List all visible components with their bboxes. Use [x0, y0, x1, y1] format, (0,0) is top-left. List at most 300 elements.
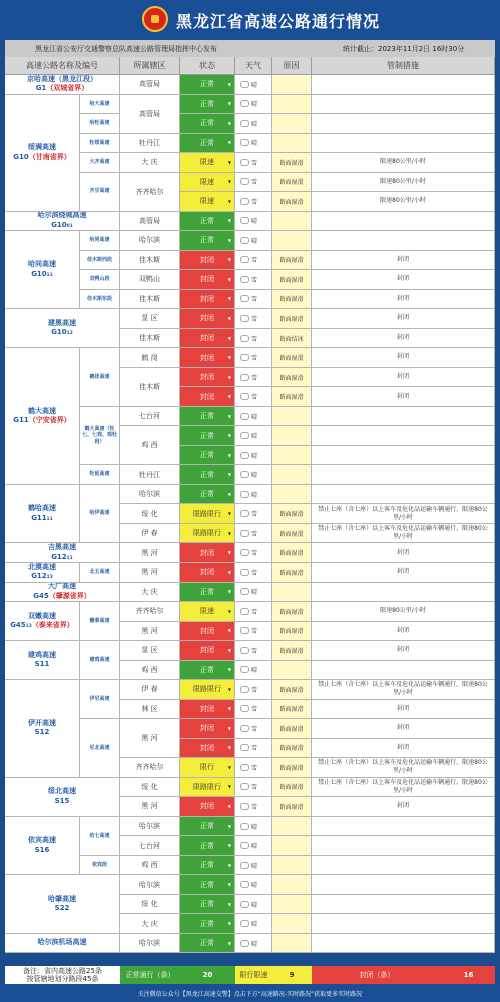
status-value: 正常	[200, 822, 214, 830]
footer-normal-count: 20	[180, 966, 235, 984]
measure-select[interactable]: 封闭	[312, 290, 495, 310]
chevron-down-icon: ▼	[227, 686, 231, 692]
chevron-down-icon: ▼	[227, 257, 231, 263]
measure-select[interactable]: 禁止七座（含七座）以上客车及危化品运输车辆通行，限速80公里/小时	[312, 680, 495, 700]
measure-select[interactable]	[312, 856, 495, 876]
measure-select[interactable]	[312, 75, 495, 95]
weather-value: 雪	[251, 550, 258, 558]
status-select[interactable]	[180, 875, 235, 895]
status-select[interactable]	[180, 153, 235, 173]
status-value: 正常	[200, 470, 214, 479]
status-value: 封闭	[200, 255, 214, 264]
cause-select[interactable]	[272, 407, 312, 427]
snow-cloud-icon	[240, 744, 249, 751]
weather-cell	[235, 504, 272, 524]
district-cell: 鹤 岗	[120, 348, 180, 368]
status-select[interactable]	[180, 348, 235, 368]
cause-select[interactable]	[272, 583, 312, 603]
status-select[interactable]	[180, 641, 235, 661]
status-select[interactable]	[180, 895, 235, 915]
measure-select[interactable]: 封闭	[312, 563, 495, 583]
road-name	[5, 309, 120, 348]
measure-select[interactable]: 封闭	[312, 309, 495, 329]
chevron-down-icon: ▼	[227, 394, 231, 400]
road-code-text: G11₁₁	[31, 513, 53, 522]
cause-select[interactable]: 路面湿滑	[272, 602, 312, 622]
road-name	[5, 75, 120, 95]
chevron-down-icon: ▼	[227, 843, 231, 849]
road-border-note: （甘南省界）	[28, 152, 71, 161]
road-code	[33, 592, 91, 601]
status-value: 正常	[200, 919, 214, 928]
measure-select[interactable]	[312, 583, 495, 603]
sun-icon	[240, 862, 249, 869]
footer-closed-label: 封闭（条）	[312, 966, 442, 984]
chevron-down-icon: ▼	[227, 882, 231, 888]
measure-select[interactable]: 限速80公里/小时	[312, 602, 495, 622]
cause-select[interactable]: 路面湿滑	[272, 524, 312, 544]
cause-select[interactable]: 路面湿滑	[272, 719, 312, 739]
cause-select[interactable]	[272, 934, 312, 954]
sun-icon	[240, 491, 249, 498]
weather-value: 晴	[251, 901, 258, 909]
measure-select[interactable]	[312, 426, 495, 446]
road-name-text: 哈尔滨绕城高速	[37, 211, 87, 220]
snow-cloud-icon	[240, 510, 249, 517]
status-select[interactable]	[180, 504, 235, 524]
status-select[interactable]	[180, 856, 235, 876]
status-select[interactable]	[180, 543, 235, 563]
chevron-down-icon: ▼	[227, 140, 231, 146]
road-code	[51, 328, 73, 337]
cause-select[interactable]	[272, 75, 312, 95]
road-name-text: 京哈高速（黑龙江段）	[27, 75, 97, 83]
chevron-down-icon: ▼	[227, 940, 231, 946]
chevron-down-icon: ▼	[227, 276, 231, 282]
district-cell: 高管局	[120, 212, 180, 232]
status-select[interactable]	[180, 134, 235, 154]
measure-select[interactable]	[312, 114, 495, 134]
road-code	[51, 221, 73, 230]
measure-select[interactable]: 封闭	[312, 622, 495, 642]
measure-select[interactable]	[312, 95, 495, 115]
status-select[interactable]	[180, 75, 235, 95]
status-select[interactable]	[180, 836, 235, 856]
road-name-text: 鹤大高速	[28, 406, 56, 415]
cause-select[interactable]	[272, 212, 312, 232]
road-name-text: 双嫩高速	[28, 611, 56, 620]
weather-value: 雪	[251, 394, 258, 402]
measure-select[interactable]: 封闭	[312, 739, 495, 759]
chevron-down-icon: ▼	[227, 647, 231, 653]
snow-cloud-icon	[240, 569, 249, 576]
cause-select[interactable]	[272, 114, 312, 134]
sun-icon	[240, 588, 249, 595]
district-cell: 伊 春	[120, 524, 180, 544]
segment-name: 大齐高速	[80, 153, 120, 173]
cause-select[interactable]	[272, 465, 312, 485]
measure-select[interactable]: 限速80公里/小时	[312, 173, 495, 193]
measure-select[interactable]: 禁止七座（含七座）以上客车及危化品运输车辆通行，限速80公里/小时	[312, 504, 495, 524]
header-weather: 天气	[235, 57, 272, 75]
measure-select[interactable]	[312, 661, 495, 681]
weather-cell	[235, 524, 272, 544]
weather-value: 晴	[251, 882, 258, 890]
road-name	[5, 563, 80, 583]
weather-value: 雪	[251, 315, 258, 323]
road-border-note: （肇源省界）	[48, 591, 91, 600]
sun-icon	[240, 881, 249, 888]
weather-cell	[235, 914, 272, 934]
status-select[interactable]	[180, 368, 235, 388]
measure-select[interactable]	[312, 934, 495, 954]
measure-select[interactable]: 封闭	[312, 719, 495, 739]
cause-select[interactable]	[272, 95, 312, 115]
status-select[interactable]	[180, 426, 235, 446]
measure-select[interactable]: 封闭	[312, 543, 495, 563]
segment-name: 建鸡高速	[80, 641, 120, 680]
status-select[interactable]	[180, 797, 235, 817]
snow-cloud-icon	[240, 159, 249, 166]
cause-select[interactable]: 路面湿滑	[272, 778, 312, 798]
cause-select[interactable]: 路面湿滑	[272, 251, 312, 271]
weather-value: 晴	[251, 413, 258, 421]
district-cell: 黑 河	[120, 797, 180, 817]
road-code-text: G12₁₁	[51, 552, 73, 561]
status-value: 正常	[200, 939, 214, 948]
weather-value: 雪	[251, 608, 258, 616]
cause-select[interactable]: 路面湿滑	[272, 504, 312, 524]
road-name-text: 建黑高速	[48, 318, 76, 327]
status-select[interactable]	[180, 583, 235, 603]
road-code	[35, 728, 50, 737]
weather-value: 雪	[251, 530, 258, 538]
status-select[interactable]	[180, 934, 235, 954]
chevron-down-icon: ▼	[227, 315, 231, 321]
snow-cloud-icon	[240, 178, 249, 185]
road-name-text: 哈尔滨机场高速	[37, 938, 87, 947]
status-select[interactable]	[180, 778, 235, 798]
cause-select[interactable]: 路面湿滑	[272, 797, 312, 817]
status-value: 正常	[200, 236, 214, 245]
weather-cell	[235, 895, 272, 915]
district-cell: 黑 河	[120, 543, 180, 563]
chevron-down-icon: ▼	[227, 179, 231, 185]
measure-select[interactable]	[312, 836, 495, 856]
weather-value: 雪	[251, 569, 258, 577]
status-select[interactable]	[180, 700, 235, 720]
chevron-down-icon: ▼	[227, 803, 231, 809]
status-select[interactable]	[180, 173, 235, 193]
footer-limited-label: 限行限速	[235, 966, 272, 984]
cause-select[interactable]: 路面湿滑	[272, 700, 312, 720]
status-value: 封闭	[200, 353, 214, 362]
cause-select[interactable]: 路面湿滑	[272, 739, 312, 759]
segment-name: 佳木斯东段	[80, 290, 120, 310]
cause-select[interactable]	[272, 446, 312, 466]
status-select[interactable]	[180, 387, 235, 407]
chevron-down-icon: ▼	[227, 530, 231, 536]
chevron-down-icon: ▼	[227, 569, 231, 575]
status-select[interactable]	[180, 309, 235, 329]
district-cell: 佳木斯	[120, 290, 180, 310]
road-code-text: G11	[13, 416, 29, 425]
status-select[interactable]	[180, 407, 235, 427]
status-select[interactable]	[180, 446, 235, 466]
chevron-down-icon: ▼	[227, 589, 231, 595]
district-cell: 哈尔滨	[120, 231, 180, 251]
measure-select[interactable]	[312, 212, 495, 232]
measure-select[interactable]	[312, 485, 495, 505]
measure-select[interactable]: 限速80公里/小时	[312, 153, 495, 173]
status-value: 正常	[200, 80, 214, 89]
snow-cloud-icon	[240, 276, 249, 283]
cause-select[interactable]: 路面湿滑	[272, 387, 312, 407]
measure-select[interactable]: 禁止七座（含七座）以上客车及危化品运输车辆通行，限速80公里/小时	[312, 778, 495, 798]
cause-select[interactable]: 路面湿滑	[272, 543, 312, 563]
weather-value: 晴	[251, 491, 258, 499]
cause-select[interactable]: 路面湿滑	[272, 680, 312, 700]
cause-select[interactable]	[272, 914, 312, 934]
sun-icon	[240, 666, 249, 673]
weather-cell	[235, 231, 272, 251]
header-cause: 原因	[272, 57, 312, 75]
cause-select[interactable]	[272, 875, 312, 895]
district-cell: 黑 河	[120, 719, 180, 758]
weather-value: 晴	[251, 823, 258, 831]
weather-value: 晴	[251, 921, 258, 929]
status-select[interactable]	[180, 758, 235, 778]
measure-select[interactable]	[312, 895, 495, 915]
status-select[interactable]	[180, 114, 235, 134]
district-cell: 鸡 西	[120, 856, 180, 876]
status-select[interactable]	[180, 485, 235, 505]
weather-value: 雪	[251, 276, 258, 284]
status-select[interactable]	[180, 563, 235, 583]
status-select[interactable]	[180, 661, 235, 681]
status-select[interactable]	[180, 290, 235, 310]
road-code-text: G10₀₁	[51, 220, 73, 229]
road-name-text: 绥满高速	[28, 143, 56, 152]
measure-select[interactable]	[312, 231, 495, 251]
weather-cell	[235, 875, 272, 895]
status-value: 限路限行	[193, 685, 221, 694]
weather-value: 雪	[251, 803, 258, 811]
measure-select[interactable]	[312, 446, 495, 466]
status-select[interactable]	[180, 212, 235, 232]
measure-select[interactable]: 限速80公里/小时	[312, 192, 495, 212]
chevron-down-icon: ▼	[227, 628, 231, 634]
district-cell: 黑 河	[120, 622, 180, 642]
road-code-text: G45	[33, 591, 49, 600]
weather-cell	[235, 407, 272, 427]
measure-select[interactable]	[312, 817, 495, 837]
cause-select[interactable]	[272, 661, 312, 681]
road-name-text: 依宾高速	[28, 836, 56, 845]
weather-value: 雪	[251, 745, 258, 753]
measure-select[interactable]: 禁止七座（含七座）以上客车及危化品运输车辆通行，限速80公里/小时	[312, 758, 495, 778]
chevron-down-icon: ▼	[227, 81, 231, 87]
weather-value: 雪	[251, 296, 258, 304]
cause-select[interactable]	[272, 485, 312, 505]
status-value: 封闭	[200, 724, 214, 733]
cause-select[interactable]: 路面湿滑	[272, 641, 312, 661]
status-select[interactable]	[180, 622, 235, 642]
measure-select[interactable]	[312, 134, 495, 154]
weather-cell	[235, 426, 272, 446]
weather-value: 晴	[251, 940, 258, 948]
district-cell: 高管局	[120, 95, 180, 134]
measure-select[interactable]: 封闭	[312, 251, 495, 271]
chevron-down-icon: ▼	[227, 452, 231, 458]
status-value: 封闭	[200, 626, 214, 635]
status-select[interactable]	[180, 719, 235, 739]
snow-cloud-icon	[240, 549, 249, 556]
road-code-text: S12	[34, 728, 50, 737]
chevron-down-icon: ▼	[227, 608, 231, 614]
segment-name: 牡绥高速	[80, 134, 120, 154]
road-name	[5, 778, 120, 817]
footer-note	[5, 966, 120, 984]
chevron-down-icon: ▼	[227, 335, 231, 341]
weather-value: 雪	[251, 706, 258, 714]
measure-select[interactable]: 封闭	[312, 797, 495, 817]
status-select[interactable]	[180, 817, 235, 837]
weather-value: 晴	[251, 81, 258, 89]
measure-select[interactable]: 封闭	[312, 387, 495, 407]
measure-select[interactable]: 封闭	[312, 368, 495, 388]
weather-value: 雪	[251, 628, 258, 636]
status-value: 封闭	[200, 646, 214, 655]
weather-cell	[235, 212, 272, 232]
road-name-text: 大广高速	[48, 582, 76, 591]
cause-select[interactable]	[272, 426, 312, 446]
weather-cell	[235, 680, 272, 700]
cause-select[interactable]: 路面湿滑	[272, 622, 312, 642]
measure-select[interactable]: 封闭	[312, 348, 495, 368]
cause-select[interactable]	[272, 231, 312, 251]
weather-cell	[235, 758, 272, 778]
status-select[interactable]	[180, 465, 235, 485]
weather-value: 雪	[251, 355, 258, 363]
weather-cell	[235, 739, 272, 759]
district-cell: 大 庆	[120, 153, 180, 173]
road-name	[5, 875, 120, 934]
snow-cloud-icon	[240, 354, 249, 361]
cause-select[interactable]: 路面湿滑	[272, 563, 312, 583]
segment-name: 哈伊高速	[80, 485, 120, 544]
status-value: 正常	[200, 451, 214, 460]
road-name	[5, 212, 120, 232]
road-border-note: （双城省界）	[46, 84, 89, 93]
sun-icon	[240, 901, 249, 908]
status-select[interactable]	[180, 251, 235, 271]
status-value: 正常	[200, 431, 214, 440]
measure-select[interactable]: 禁止七座（含七座）以上客车及危化品运输车辆通行，限速80公里/小时	[312, 524, 495, 544]
cause-select[interactable]: 路面湿滑	[272, 173, 312, 193]
status-select[interactable]	[180, 95, 235, 115]
status-select[interactable]	[180, 680, 235, 700]
measure-select[interactable]	[312, 914, 495, 934]
status-select[interactable]	[180, 524, 235, 544]
police-emblem-icon	[142, 6, 168, 32]
snow-cloud-icon	[240, 374, 249, 381]
weather-value: 雪	[251, 159, 258, 167]
weather-cell	[235, 563, 272, 583]
district-cell: 黑 河	[120, 563, 180, 583]
cause-select[interactable]: 路面湿滑	[272, 309, 312, 329]
measure-select[interactable]: 封闭	[312, 270, 495, 290]
weather-cell	[235, 797, 272, 817]
weather-cell	[235, 114, 272, 134]
title-banner	[0, 0, 500, 40]
status-select[interactable]	[180, 192, 235, 212]
segment-name: 哈同高速	[80, 231, 120, 251]
district-cell: 绥 化	[120, 895, 180, 915]
snow-cloud-icon	[240, 315, 249, 322]
cause-select[interactable]: 路面结冰	[272, 329, 312, 349]
status-select[interactable]	[180, 602, 235, 622]
status-select[interactable]	[180, 270, 235, 290]
weather-cell	[235, 856, 272, 876]
header-status: 状态	[180, 57, 235, 75]
cause-select[interactable]	[272, 836, 312, 856]
status-value: 限速	[200, 177, 214, 186]
weather-value: 晴	[251, 862, 258, 870]
status-value: 封闭	[200, 802, 214, 811]
measure-select[interactable]	[312, 407, 495, 427]
cause-select[interactable]	[272, 856, 312, 876]
measure-select[interactable]: 封闭	[312, 641, 495, 661]
road-name	[5, 934, 120, 954]
weather-value: 晴	[251, 140, 258, 148]
district-cell: 齐齐哈尔	[120, 173, 180, 212]
status-value: 正常	[200, 490, 214, 499]
measure-select[interactable]	[312, 465, 495, 485]
cause-select[interactable]: 路面湿滑	[272, 368, 312, 388]
district-cell: 林 区	[120, 700, 180, 720]
road-code	[10, 621, 74, 630]
road-border-note: （宁安省界）	[28, 416, 71, 425]
status-value: 正常	[200, 900, 214, 909]
measure-select[interactable]: 封闭	[312, 700, 495, 720]
measure-select[interactable]	[312, 875, 495, 895]
status-select[interactable]	[180, 231, 235, 251]
cause-select[interactable]: 路面湿滑	[272, 758, 312, 778]
road-code-text: G10	[13, 152, 29, 161]
road-code	[13, 416, 71, 425]
cause-select[interactable]: 路面湿滑	[272, 348, 312, 368]
weather-cell	[235, 75, 272, 95]
sun-icon	[240, 81, 249, 88]
weather-cell	[235, 270, 272, 290]
cause-select[interactable]	[272, 817, 312, 837]
cause-select[interactable]	[272, 134, 312, 154]
road-code-text: G12₁₃	[31, 572, 53, 581]
measure-select[interactable]: 封闭	[312, 329, 495, 349]
cause-select[interactable]: 路面湿滑	[272, 270, 312, 290]
weather-value: 晴	[251, 667, 258, 675]
cause-select[interactable]	[272, 895, 312, 915]
snow-cloud-icon	[240, 627, 249, 634]
status-select[interactable]	[180, 914, 235, 934]
status-select[interactable]	[180, 329, 235, 349]
cause-select[interactable]: 路面湿滑	[272, 153, 312, 173]
status-select[interactable]	[180, 739, 235, 759]
cause-select[interactable]: 路面湿滑	[272, 290, 312, 310]
cause-select[interactable]: 路面湿滑	[272, 192, 312, 212]
status-value: 限路限行	[193, 509, 221, 518]
